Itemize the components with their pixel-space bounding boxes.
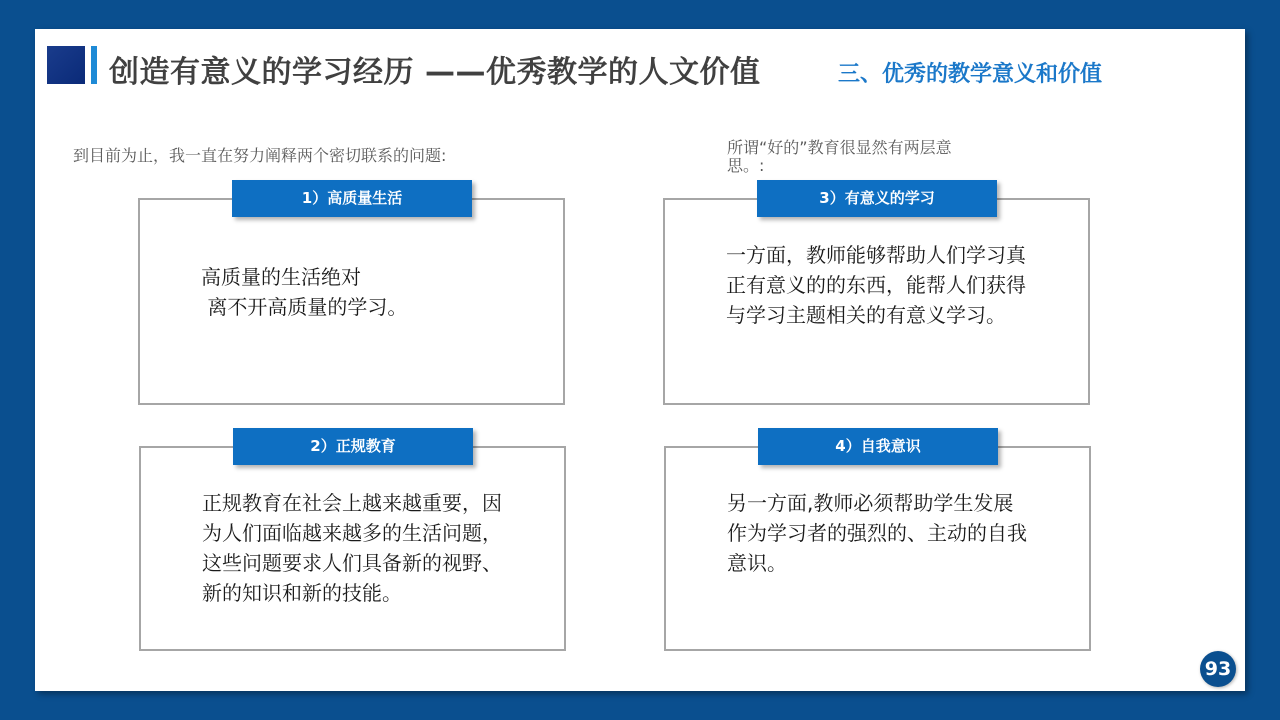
section-title: 三、优秀的教学意义和价值 [838, 62, 1103, 87]
intro-right-line: 思。: [727, 156, 765, 175]
card-text-line: 新的知识和新的技能。 [202, 581, 402, 605]
card-text-line: 离不开高质量的学习。 [201, 295, 408, 319]
card-formal-education [139, 446, 566, 651]
card-text [202, 488, 502, 608]
card-text-line: 作为学习者的强烈的、主动的自我 [727, 521, 1027, 545]
title-bar-decoration [91, 46, 97, 84]
card-text-line: 为人们面临越来越多的生活问题， [202, 521, 502, 545]
card-tag-high-quality-life: 1）高质量生活 [232, 180, 472, 217]
card-text-line: 正有意义的的东西，能帮人们获得 [726, 273, 1026, 297]
page-number: 93 [1200, 651, 1236, 687]
card-text-line: 另一方面,教师必须帮助学生发展 [727, 491, 1014, 515]
slide [35, 29, 1245, 691]
card-text [201, 262, 407, 322]
card-text-line: 这些问题要求人们具备新的视野、 [202, 551, 502, 575]
card-tag-formal-education: 2）正规教育 [233, 428, 473, 465]
title-square-decoration [47, 46, 85, 84]
card-meaningful-learning [663, 198, 1090, 405]
card-text-line: 意识。 [727, 551, 787, 575]
card-tag-meaningful-learning: 3）有意义的学习 [757, 180, 997, 217]
card-text-line: 高质量的生活绝对 [201, 265, 361, 289]
card-text-line: 正规教育在社会上越来越重要，因 [202, 491, 502, 515]
card-high-quality-life [138, 198, 565, 405]
card-text-line: 一方面，教师能够帮助人们学习真 [726, 243, 1026, 267]
card-tag-self-awareness: 4）自我意识 [758, 428, 998, 465]
card-text [726, 240, 1026, 330]
intro-right [727, 137, 952, 177]
card-text-line: 与学习主题相关的有意义学习。 [726, 303, 1006, 327]
card-self-awareness [664, 446, 1091, 651]
intro-right-line: 所谓“好的”教育很显然有两层意 [727, 138, 952, 157]
page-title: 创造有意义的学习经历 ——优秀教学的人文价值 [109, 55, 761, 90]
card-text [727, 488, 1027, 578]
intro-left: 到目前为止，我一直在努力阐释两个密切联系的问题: [73, 146, 447, 165]
